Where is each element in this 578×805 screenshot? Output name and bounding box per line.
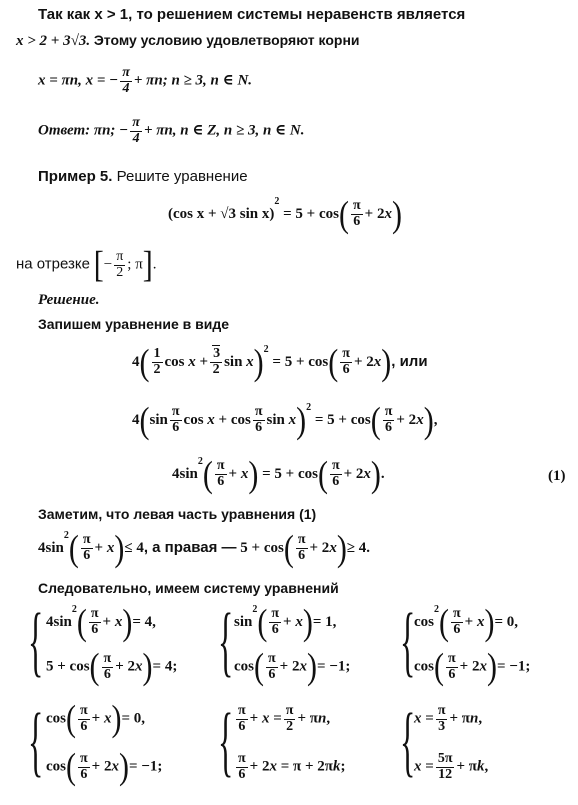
answer-frac-num: π: [132, 115, 140, 130]
paragraph-line-2: [16, 32, 360, 50]
system-5-eq-2: $\frac{\pi}{6}$ + 2x = π + 2πk;: [238, 751, 346, 782]
answer-part-a: πn; −: [93, 122, 129, 139]
system-6-eq-1: x = $\frac{\pi}{3}$ + πn,: [414, 703, 483, 734]
equation-number: (1): [548, 468, 566, 484]
solution-line-1: Запишем уравнение в виде: [38, 316, 230, 332]
system-1-eq-1: $4\sin^2$( $\frac{\pi}{6}$ + x)= 4,: [46, 601, 156, 643]
example-eq-right: = 5 + cos: [283, 206, 339, 222]
roots-frac-num: π: [122, 65, 130, 80]
system-6-eq-2: x = $\frac{5\pi}{12}$ + πk,: [414, 751, 489, 782]
note-line-1: Заметим, что левая часть уравнения (1): [38, 506, 317, 522]
note-line-2: $4\sin^2$( $\frac{\pi}{6}$ + x)≤ 4, а правая — 5 + cos( $\frac{\pi}{6}$ + 2x)≥ 4.: [38, 527, 371, 569]
equation-form-3: $4\sin^2$( $\frac{\pi}{6}$ + x) = 5 + cos( $\frac{\pi}{6}$ + 2x).: [172, 453, 385, 495]
example-heading: [38, 168, 248, 185]
system-5-brace: {: [218, 696, 234, 785]
equation-form-2: 4(sin $\frac{\pi}{6}$ cos x + cos $\frac{\pi}{6}$ sin x)$^2$ = 5 + cos( $\frac{\pi}{6}$ + 2x),: [132, 399, 438, 441]
note-line-3: Следовательно, имеем систему уравнений: [38, 580, 339, 596]
system-1-eq-2: 5 + cos( $\frac{\pi}{6}$ + 2x)= 4;: [46, 645, 178, 688]
system-5-eq-1: $\frac{\pi}{6}$ + x = $\frac{\pi}{2}$ + πn,: [238, 703, 331, 734]
system-2-brace: {: [218, 596, 234, 685]
example-eq-sup: 2: [274, 196, 280, 207]
system-3-brace: {: [400, 596, 416, 685]
system-6-brace: {: [400, 696, 416, 785]
roots-formula: [38, 66, 252, 96]
system-4-brace: {: [28, 696, 44, 785]
system-4-eq-2: cos( $\frac{\pi}{6}$ + 2x)= −1;: [46, 745, 163, 788]
system-1-brace: {: [28, 596, 44, 685]
roots-part-a: x = πn, x = −: [38, 72, 119, 89]
answer-frac-den: 4: [132, 130, 140, 146]
paragraph-line-2-text: Этому условию удовлетворяют корни: [93, 32, 360, 48]
example-title: Пример 5.: [38, 168, 113, 185]
solution-label: Решение.: [38, 292, 100, 308]
answer-label: Ответ:: [38, 122, 91, 139]
example-eq-left: (cos x + √3 sin x): [168, 206, 275, 222]
segment-label: на отрезке: [16, 255, 90, 273]
inequality-math: x > 2 + 3√3.: [16, 33, 91, 49]
equation-form-1: 4( $\frac{1}{2}$ cos x + $\frac{3}{2}$ sin x)$^2$ = 5 + cos( $\frac{\pi}{6}$ + 2x), или: [132, 341, 428, 383]
system-2-eq-2: cos( $\frac{\pi}{6}$ + 2x)= −1;: [234, 645, 351, 688]
equation-form-1-tail: , или: [391, 353, 428, 370]
roots-part-b: + πn; n ≥ 3, n ∈ N.: [133, 72, 253, 89]
system-3-eq-1: $\cos^2$( $\frac{\pi}{6}$ + x)= 0,: [414, 601, 519, 643]
example-equation: (cos x + √3 sin x)$^2$ = 5 + cos( $\frac{\pi}{6}$ + 2x): [168, 193, 402, 235]
example-task: Решите уравнение: [116, 168, 248, 185]
paragraph-line-1: Так как x > 1, то решением системы неравенств является: [38, 6, 466, 23]
segment-line: на отрезке [− $\frac{\pi}{2}$ ; π].: [16, 243, 157, 286]
system-4-eq-1: cos( $\frac{\pi}{6}$ + x)= 0,: [46, 697, 146, 740]
answer-line: [38, 116, 304, 146]
answer-part-b: + πn, n ∈ Z, n ≥ 3, n ∈ N.: [143, 122, 305, 139]
roots-frac-den: 4: [122, 80, 130, 96]
system-2-eq-1: $\sin^2$( $\frac{\pi}{6}$ + x)= 1,: [234, 601, 337, 643]
note-line-2-mid: , а правая —: [143, 539, 237, 556]
system-3-eq-2: cos( $\frac{\pi}{6}$ + 2x)= −1;: [414, 645, 531, 688]
